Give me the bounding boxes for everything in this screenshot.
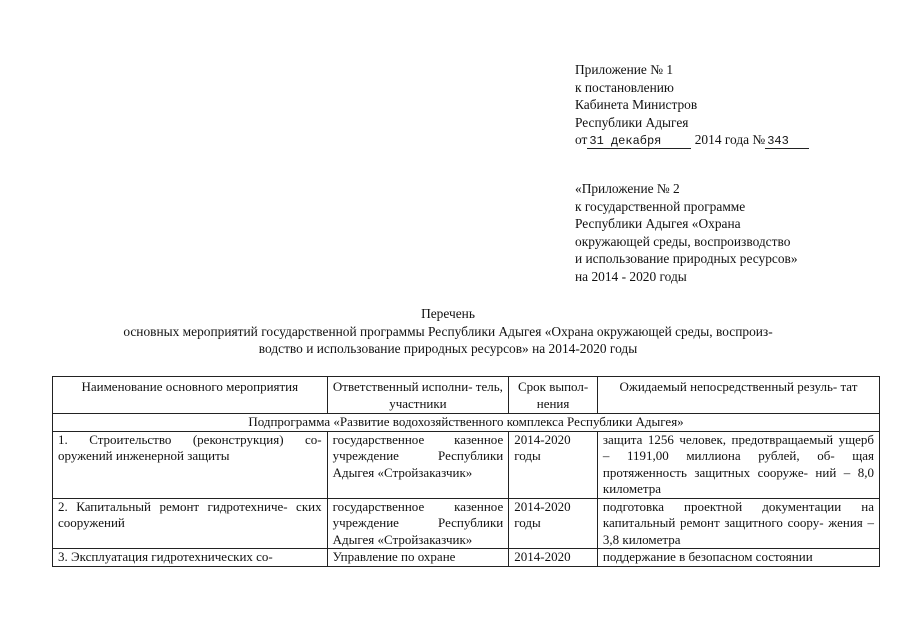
- date-value: 31 декабря: [587, 135, 691, 149]
- header-cell: Ответственный исполни- тель, участники: [327, 377, 509, 414]
- row-name: 1. Строительство (реконструкция) со- оружений инженерной защиты: [53, 431, 328, 498]
- row-term: 2014-2020 годы: [509, 431, 598, 498]
- annex-1-line: Приложение № 1: [575, 62, 674, 77]
- annex-2-line: и использование природных ресурсов»: [575, 251, 798, 267]
- annex-2-line: «Приложение № 2: [575, 181, 680, 196]
- title-line: основных мероприятий государственной программы Республики Адыгея «Охрана окружающей среды, воспроиз-: [123, 323, 773, 339]
- table-row: [53, 549, 880, 567]
- header-cell: Наименование основного мероприятия: [53, 377, 328, 414]
- row-name: 3. Эксплуатация гидротехнических со-: [53, 549, 328, 567]
- subprogram-title: Подпрограмма «Развитие водохозяйственного комплекса Республики Адыгея»: [53, 414, 880, 432]
- title-line: Перечень: [421, 306, 475, 321]
- annex-2-line: окружающей среды, воспроизводство: [575, 233, 791, 249]
- header-cell: Срок выпол- нения: [509, 377, 598, 414]
- row-result: подготовка проектной документации на капитальный ремонт защитного соору- жения – 3,8 километра: [597, 498, 879, 549]
- table-row: [53, 498, 880, 549]
- annex-2-line: на 2014 - 2020 годы: [575, 268, 687, 284]
- decree-number: 343: [765, 135, 809, 149]
- annex-1-line: к постановлению: [575, 79, 674, 95]
- date-prefix: от: [575, 132, 588, 148]
- document-title: [78, 305, 818, 358]
- row-result: защита 1256 человек, предотвращаемый ущерб – 1191,00 миллиона рублей, об- щая протяженность защитных сооруже- ний – 8,0 километра: [597, 431, 879, 498]
- row-name: 2. Капитальный ремонт гидротехниче- ских сооружений: [53, 498, 328, 549]
- table-row: [53, 431, 880, 498]
- annex-1-header: [575, 61, 809, 149]
- annex-1-line: Кабинета Министров: [575, 97, 698, 113]
- annex-2-header: [575, 180, 798, 286]
- title-line: водство и использование природных ресурсов» на 2014-2020 годы: [258, 341, 638, 357]
- row-executor: государственное казенное учреждение Республики Адыгея «Стройзаказчик»: [327, 498, 509, 549]
- header-cell: Ожидаемый непосредственный резуль- тат: [597, 377, 879, 414]
- row-term: 2014-2020: [509, 549, 598, 567]
- measures-table: [52, 376, 880, 567]
- table-header-row: [53, 377, 880, 414]
- annex-1-date-line: [575, 131, 809, 149]
- row-executor: Управление по охране: [327, 549, 509, 567]
- subprogram-row: [53, 414, 880, 432]
- annex-2-line: Республики Адыгея «Охрана: [575, 216, 741, 232]
- year-text: 2014 года №: [694, 132, 766, 148]
- row-executor: государственное казенное учреждение Республики Адыгея «Стройзаказчик»: [327, 431, 509, 498]
- annex-2-line: к государственной программе: [575, 198, 746, 214]
- row-result: поддержание в безопасном состоянии: [597, 549, 879, 567]
- row-term: 2014-2020 годы: [509, 498, 598, 549]
- annex-1-line: Республики Адыгея: [575, 114, 689, 130]
